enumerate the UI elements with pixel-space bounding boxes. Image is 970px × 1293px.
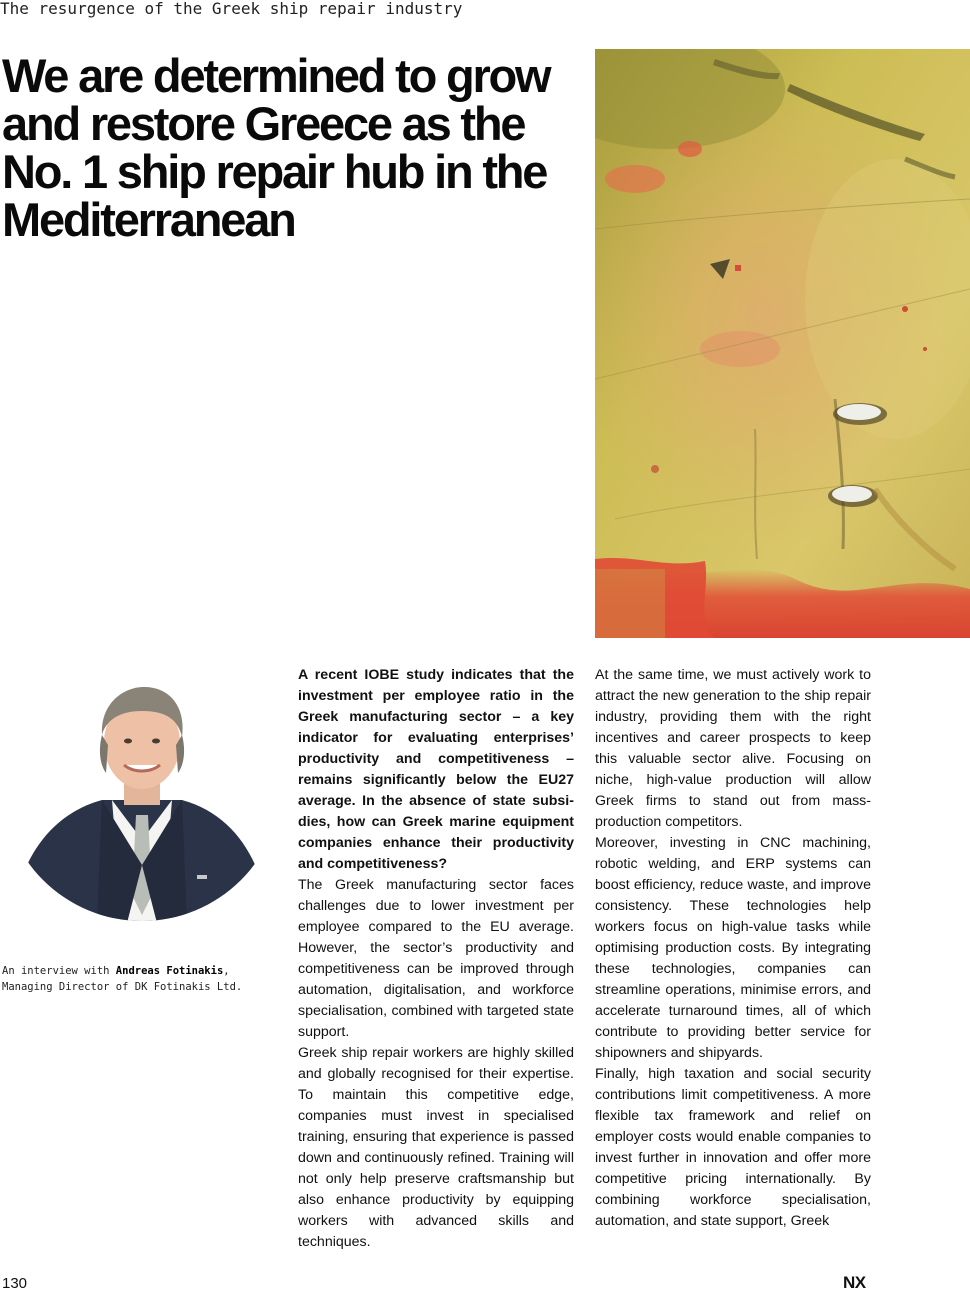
interviewee-name: Andreas Fotinakis <box>115 965 224 977</box>
portrait-photo <box>2 665 278 923</box>
paragraph: Moreover, investing in CNC machining, robotic welding, and ERP systems can boost efficiency, reduce waste, and improve consistency. These technologies help workers focus on high-value tasks while optimising production costs. By integrating these technologies, companies can streamline operations, minimise errors, and accelerate turnaround times, all of which contribute to providing better service for shipowners and shipyards. <box>595 835 871 1061</box>
interviewee-role: Managing Director of DK Fotinakis Ltd. <box>2 981 243 993</box>
page-number: 130 <box>2 1275 28 1292</box>
text-column-1 <box>298 665 574 1253</box>
paragraph: The Greek manufacturing sector faces challenges due to lower investment per employee compared to the EU average. However, the sector’s productivity and competitiveness can be improved through automation, digitalisation, and workforce specialisation, combined with targeted state support. <box>298 877 574 1040</box>
paragraph: Finally, high taxation and social security contributions limit competitiveness. A more flexible tax framework and relief on employer costs would enable companies to invest further in innovation and offer more competitive pricing internationally. By combining workforce specialisation, automation, and state support, Greek <box>595 1066 871 1229</box>
running-head: The resurgence of the Greek ship repair industry <box>0 0 463 18</box>
page-title: We are determined to grow and restore Greece as the No. 1 ship repair hub in the Mediterranean <box>2 49 550 246</box>
ship-hull-photo <box>595 49 970 638</box>
paragraph: At the same time, we must actively work to attract the new generation to the ship repair industry, providing them with the right incentives and career prospects to keep this valuable sector alive. Focusing on niche, high-value production will allow Greek firms to stand out from mass-production competitors. <box>595 667 871 830</box>
paragraph: Greek ship repair workers are highly skilled and globally recognised for their expertise. To maintain this competitive edge, companies must invest in specialised training, ensuring that experience is passed down and continuously refined. Training will not only help preserve craftsmanship but also enhance productivity by equipping workers with advanced skills and techniques. <box>298 1045 574 1250</box>
text-column-2 <box>595 665 871 1232</box>
interview-caption <box>2 963 272 995</box>
caption-suffix: , <box>223 965 230 977</box>
brand-logo: NX <box>843 1273 866 1292</box>
lead-question: A recent IOBE study indicates that the investment per employee ratio in the Greek manufacturing sector – a key indicator for evaluating enterprises’ productivity and competitiveness – remains significantly below the EU27 average. In the absence of state subsidies, how can Greek marine equipment companies enhance their productivity and competitiveness? <box>298 667 574 872</box>
caption-prefix: An interview with <box>2 965 116 977</box>
